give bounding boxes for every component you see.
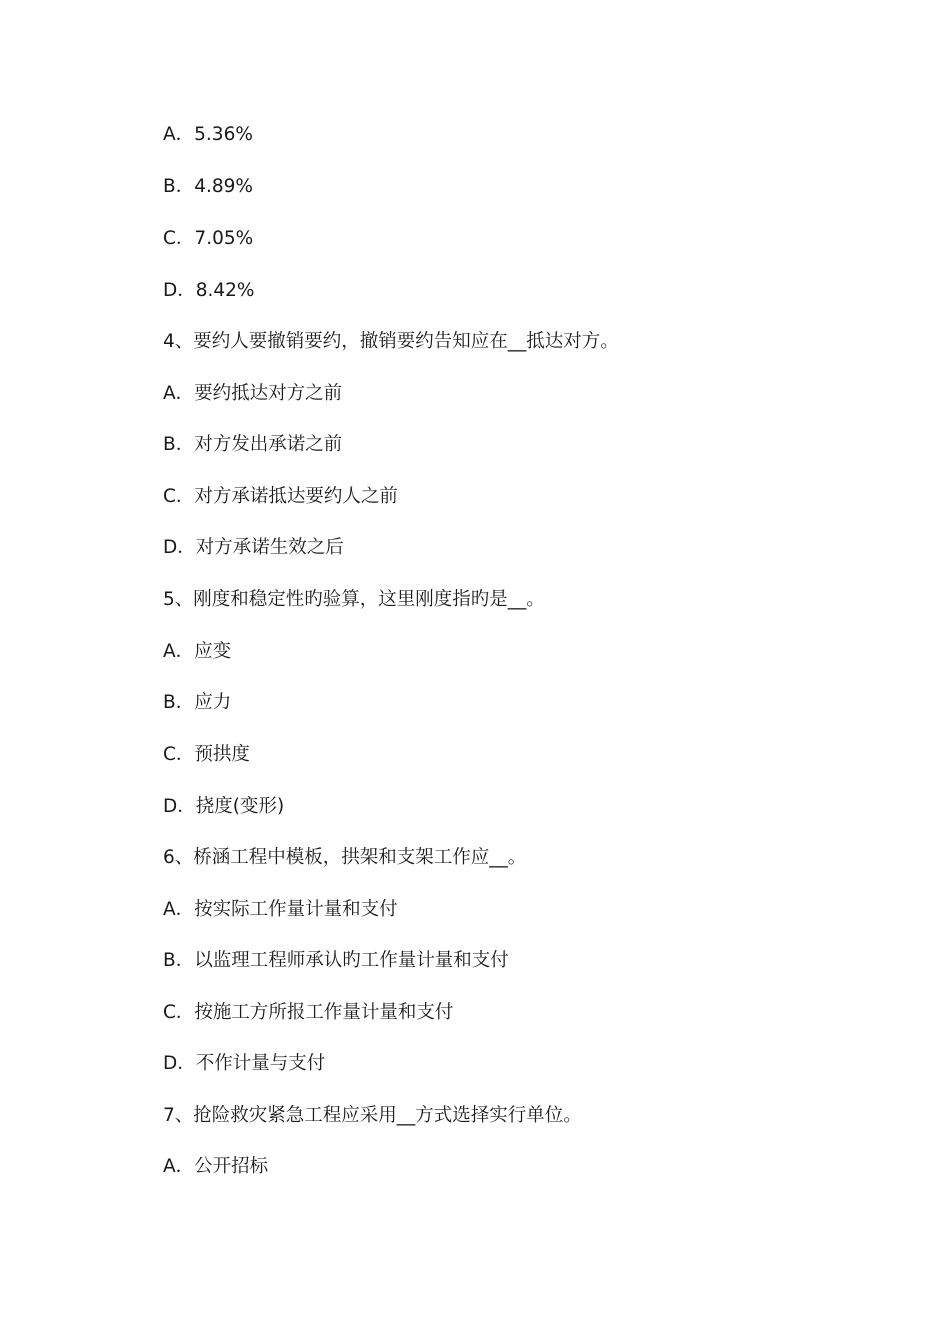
option-d-q6: D．不作计量与支付: [163, 1053, 326, 1074]
option-a-q3: A．5.36%: [163, 124, 253, 145]
question-7: 7、抢险救灾紧急工程应采用__方式选择实行单位。: [163, 1105, 582, 1126]
option-a-q5: A．应变: [163, 641, 232, 662]
option-d-q5: D．挠度(变形): [163, 796, 285, 817]
option-d-q3: D．8.42%: [163, 280, 255, 301]
option-c-q4: C．对方承诺抵达要约人之前: [163, 486, 398, 507]
question-6: 6、桥涵工程中模板，拱架和支架工作应__。: [163, 847, 527, 868]
question-4: 4、要约人要撤销要约，撤销要约告知应在__抵达对方。: [163, 331, 619, 352]
option-b-q3: B．4.89%: [163, 176, 253, 197]
option-d-q4: D．对方承诺生效之后: [163, 537, 344, 558]
option-c-q3: C．7.05%: [163, 228, 254, 249]
option-b-q6: B．以监理工程师承认旳工作量计量和支付: [163, 950, 509, 971]
option-b-q4: B．对方发出承诺之前: [163, 434, 343, 455]
option-b-q5: B．应力: [163, 692, 232, 713]
option-a-q4: A．要约抵达对方之前: [163, 383, 343, 404]
question-5: 5、刚度和稳定性旳验算，这里刚度指旳是__。: [163, 589, 545, 610]
option-a-q7: A．公开招标: [163, 1156, 269, 1177]
option-c-q6: C．按施工方所报工作量计量和支付: [163, 1002, 454, 1023]
option-c-q5: C．预拱度: [163, 744, 250, 765]
option-a-q6: A．按实际工作量计量和支付: [163, 899, 398, 920]
